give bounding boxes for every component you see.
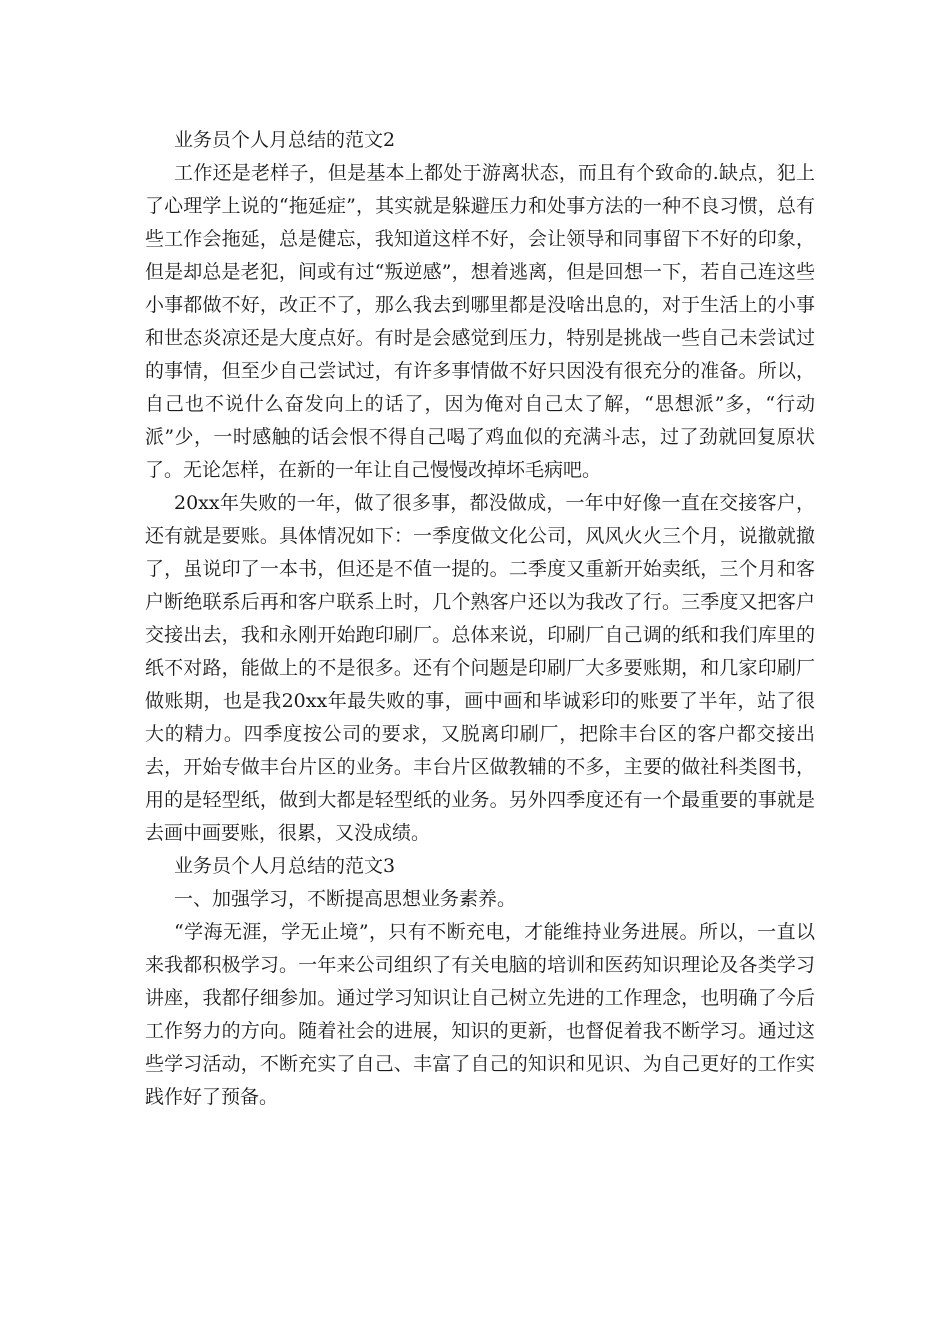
document-body	[145, 124, 815, 1114]
paragraph-3: “学海无涯，学无止境”，只有不断充电，才能维持业务进展。所以，一直以来我都积极学习。一年来公司组织了有关电脑的培训和医药知识理论及各类学习讲座，我都仔细参加。通过学习知识让自己树立先进的工作理念，也明确了今后工作努力的方向。随着社会的进展，知识的更新，也督促着我不断学习。通过这些学习活动，不断充实了自己、丰富了自己的知识和见识、为自己更好的工作实践作好了预备。	[145, 921, 815, 1108]
paragraph-1: 工作还是老样子，但是基本上都处于游离状态，而且有个致命的.缺点，犯上了心理学上说的“拖延症”，其实就是躲避压力和处事方法的一种不良习惯，总有些工作会拖延，总是健忘，我知道这样不好，会让领导和同事留下不好的印象，但是却总是老犯，间或有过“叛逆感”，想着逃离，但是回想一下，若自己连这些小事都做不好，改正不了，那么我去到哪里都是没啥出息的，对于生活上的小事和世态炎凉还是大度点好。有时是会感觉到压力，特别是挑战一些自己未尝试过的事情，但至少自己尝试过，有许多事情做不好只因没有很充分的准备。所以，自己也不说什么奋发向上的话了，因为俺对自己太了解，“思想派”多，“行动派”少，一时感触的话会恨不得自己喝了鸡血似的充满斗志，过了劲就回复原状了。无论怎样，在新的一年让自己慢慢改掉坏毛病吧。	[145, 162, 815, 481]
section-heading-3: 业务员个人月总结的范文3	[174, 855, 396, 877]
section-heading-2: 业务员个人月总结的范文2	[174, 129, 396, 151]
paragraph-2: 20xx年失败的一年，做了很多事，都没做成，一年中好像一直在交接客户，还有就是要账。具体情况如下：一季度做文化公司，风风火火三个月，说撤就撤了，虽说印了一本书，但还是不值一提的。二季度又重新开始卖纸，三个月和客户断绝联系后再和客户联系上时，几个熟客户还以为我改了行。三季度又把客户交接出去，我和永刚开始跑印刷厂。总体来说，印刷厂自己调的纸和我们库里的纸不对路，能做上的不是很多。还有个问题是印刷厂大多要账期，和几家印刷厂做账期，也是我20xx年最失败的事，画中画和毕诚彩印的账要了半年，站了很大的精力。四季度按公司的要求，又脱离印刷厂，把除丰台区的客户都交接出去，开始专做丰台片区的业务。丰台片区做教辅的不多，主要的做社科类图书，用的是轻型纸，做到大都是轻型纸的业务。另外四季度还有一个最重要的事就是去画中画要账，很累，又没成绩。	[145, 492, 815, 844]
subheading-1: 一、加强学习，不断提高思想业务素养。	[174, 888, 517, 910]
